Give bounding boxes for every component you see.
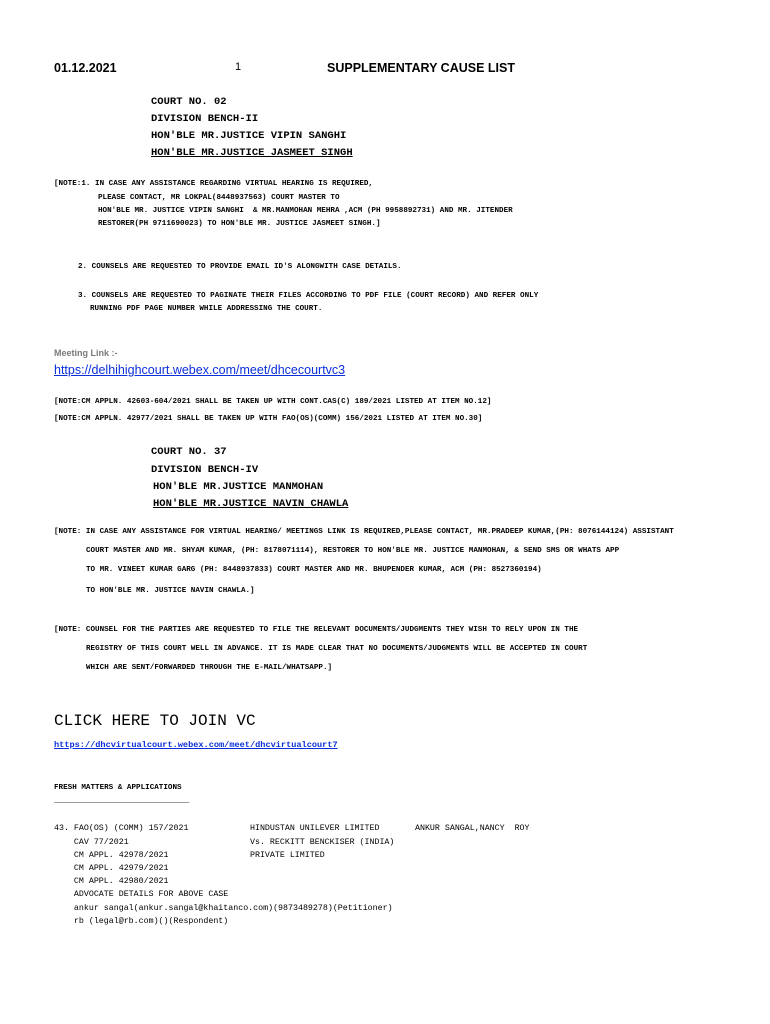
documents-note-line: WHICH ARE SENT/FORWARDED THROUGH THE E-MAIL/WHATSAPP.] — [86, 664, 333, 672]
case-line: rb (legal@rb.com)()(Respondent) — [54, 917, 229, 926]
list-date: 01.12.2021 — [54, 61, 117, 75]
case-line: CM APPL. 42978/2021 — [54, 851, 169, 860]
assistance-note-line: PLEASE CONTACT, MR LOKPAL(8448937563) COURT MASTER TO — [98, 194, 340, 202]
paginate-note-line: RUNNING PDF PAGE NUMBER WHILE ADDRESSING THE COURT. — [90, 305, 323, 313]
court-number: COURT NO. 37 — [151, 446, 227, 458]
documents-note-line: [NOTE: COUNSEL FOR THE PARTIES ARE REQUESTED TO FILE THE RELEVANT DOCUMENTS/JUDGMENTS THEY WISH TO RELY UPON IN THE — [54, 626, 579, 634]
case-line: ankur sangal(ankur.sangal@khaitanco.com)(9873489278)(Petitioner) — [54, 904, 393, 913]
judge-name: HON'BLE MR.JUSTICE NAVIN CHAWLA — [153, 498, 349, 510]
court-number: COURT NO. 02 — [151, 96, 227, 108]
documents-note-line: REGISTRY OF THIS COURT WELL IN ADVANCE. IT IS MADE CLEAR THAT NO DOCUMENTS/JUDGMENTS WILL BE ACCEPTED IN COURT — [86, 645, 588, 653]
section-divider: ______________________________ — [54, 796, 190, 805]
case-line: 43. FAO(OS) (COMM) 157/2021 — [54, 824, 189, 833]
case-line: CM APPL. 42979/2021 — [54, 864, 169, 873]
party-line: Vs. RECKITT BENCKISER (INDIA) — [250, 838, 395, 847]
case-line: CAV 77/2021 — [54, 838, 129, 847]
paginate-note-line: 3. COUNSELS ARE REQUESTED TO PAGINATE THEIR FILES ACCORDING TO PDF FILE (COURT RECORD) AND REFER ONLY — [78, 292, 539, 300]
application-note: [NOTE:CM APPLN. 42977/2021 SHALL BE TAKEN UP WITH FAO(OS)(COMM) 156/2021 LISTED AT ITEM NO.30] — [54, 415, 483, 423]
assistance-note-line: RESTORER(PH 9711690023) TO HON'BLE MR. JUSTICE JASMEET SINGH.] — [98, 220, 381, 228]
section-title: FRESH MATTERS & APPLICATIONS — [54, 784, 182, 792]
email-note: 2. COUNSELS ARE REQUESTED TO PROVIDE EMAIL ID'S ALONGWITH CASE DETAILS. — [78, 263, 402, 271]
assistance-note-line: TO MR. VINEET KUMAR GARG (PH: 8448937833) COURT MASTER AND MR. BHUPENDER KUMAR, ACM (PH: 8527360194) — [86, 566, 542, 574]
assistance-note-line: [NOTE:1. IN CASE ANY ASSISTANCE REGARDING VIRTUAL HEARING IS REQUIRED, — [54, 180, 373, 188]
assistance-note-line: HON'BLE MR. JUSTICE VIPIN SANGHI & MR.MANMOHAN MEHRA ,ACM (PH 9958892731) AND MR. JITENDER — [98, 207, 513, 215]
division-bench: DIVISION BENCH-II — [151, 113, 259, 125]
assistance-note-line: [NOTE: IN CASE ANY ASSISTANCE FOR VIRTUAL HEARING/ MEETINGS LINK IS REQUIRED,PLEASE CONTACT, MR.PRADEEP KUMAR,(PH: 8076144124) ASSISTANT — [54, 528, 674, 536]
advocate-names: ANKUR SANGAL,NANCY ROY — [415, 824, 530, 833]
meeting-link-label: Meeting Link :- — [54, 348, 118, 358]
case-line: ADVOCATE DETAILS FOR ABOVE CASE — [54, 890, 229, 899]
page-number: 1 — [235, 61, 242, 73]
party-line: HINDUSTAN UNILEVER LIMITED — [250, 824, 380, 833]
judge-name: HON'BLE MR.JUSTICE VIPIN SANGHI — [151, 130, 347, 142]
assistance-note-line: COURT MASTER AND MR. SHYAM KUMAR, (PH: 8178071114), RESTORER TO HON'BLE MR. JUSTICE MANMOHAN, & SEND SMS OR WHATS APP — [86, 547, 620, 555]
vc-link[interactable]: https://dhcvirtualcourt.webex.com/meet/dhcvirtualcourt7 — [54, 740, 338, 750]
judge-name: HON'BLE MR.JUSTICE MANMOHAN — [153, 481, 324, 493]
join-vc-heading[interactable]: CLICK HERE TO JOIN VC — [54, 712, 256, 730]
division-bench: DIVISION BENCH-IV — [151, 464, 259, 476]
party-line: PRIVATE LIMITED — [250, 851, 325, 860]
assistance-note-line: TO HON'BLE MR. JUSTICE NAVIN CHAWLA.] — [86, 587, 255, 595]
application-note: [NOTE:CM APPLN. 42603-604/2021 SHALL BE TAKEN UP WITH CONT.CAS(C) 189/2021 LISTED AT ITEM NO.12] — [54, 398, 492, 406]
judge-name: HON'BLE MR.JUSTICE JASMEET SINGH — [151, 147, 353, 159]
meeting-link[interactable]: https://delhihighcourt.webex.com/meet/dhcecourtvc3 — [54, 363, 346, 377]
case-line: CM APPL. 42980/2021 — [54, 877, 169, 886]
list-title: SUPPLEMENTARY CAUSE LIST — [327, 61, 515, 75]
